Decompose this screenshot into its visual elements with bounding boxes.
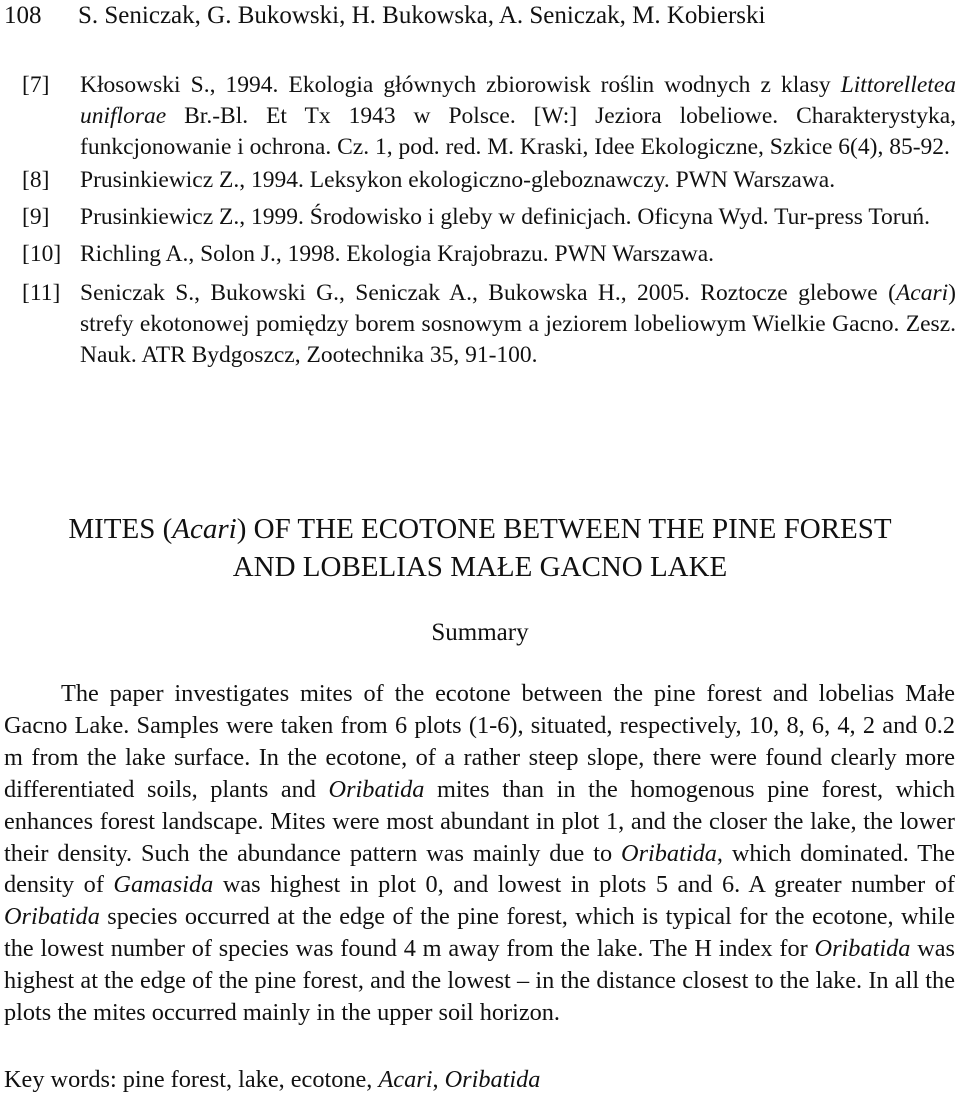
reference-text: Kłosowski S., 1994. Ekologia głównych zbiorowisk roślin wodnych z klasy: [80, 72, 841, 98]
page-number: 108: [4, 2, 42, 29]
taxon-italic: Oribatida: [328, 775, 425, 803]
reference-item: [22, 70, 956, 163]
paper-title: [0, 510, 960, 586]
header-authors: S. Seniczak, G. Bukowski, H. Bukowska, A. Seniczak, M. Kobierski: [78, 2, 766, 29]
reference-text: Seniczak S., Bukowski G., Seniczak A., Bukowska H., 2005. Roztocze glebowe (: [80, 280, 896, 306]
abstract-text: , which dominated. The density of: [4, 839, 955, 899]
reference-italic: Littorelletea uniflorae: [80, 72, 956, 129]
keywords: [4, 1064, 955, 1096]
abstract-text: The paper investigates mites of the ecotone between the pine forest and lobelias Małe Gacno Lake. Samples were taken from 6 plots (1-6), situated, respectively, 10, 8, 6, 4, 2 and 0.2 m from the lake surface. In the ecotone, of a rather steep slope, there were found clearly more differentiated soils, plants and: [4, 680, 955, 803]
abstract-text: mites than in the homogenous pine forest, which enhances forest landscape. Mites were most abundant in plot 1, and the closer the lake, the lower their density. Such the abundance pattern was mainly due to: [4, 775, 955, 867]
reference-number: [11]: [22, 280, 61, 306]
reference-item: [22, 239, 956, 270]
taxon-italic: Gamasida: [113, 871, 214, 899]
reference-item: [22, 202, 956, 233]
title-text: ) OF THE ECOTONE BETWEEN THE PINE FOREST: [236, 513, 892, 545]
keyword-italic: Acari: [378, 1066, 433, 1093]
reference-text: ) strefy ekotonowej pomiędzy borem sosnowym a jeziorem lobeliowym Wielkie Gacno. Zesz. Nauk. ATR Bydgoszcz, Zootechnika 35, 91-100.: [80, 280, 956, 368]
keywords-text: Key words: pine forest, lake, ecotone,: [4, 1066, 379, 1093]
running-header: [4, 0, 954, 32]
abstract-text: was highest at the edge of the pine forest, and the lowest – in the distance closest to the lake. In all the plots the mites occurred mainly in the upper soil horizon.: [4, 935, 955, 1027]
reference-number: [9]: [22, 204, 50, 230]
summary-heading: Summary: [431, 619, 529, 646]
reference-number: [10]: [22, 241, 62, 267]
keywords-text: ,: [432, 1066, 445, 1093]
reference-italic: Acari: [895, 280, 949, 306]
taxon-italic: Oribatida: [621, 839, 717, 867]
reference-item: [22, 165, 956, 196]
title-line-2: AND LOBELIAS MAŁE GACNO LAKE: [232, 551, 728, 583]
title-text: MITES (: [68, 513, 173, 545]
reference-text: Br.-Bl. Et Tx 1943 w Polsce. [W:] Jeziora lobeliowe. Charakterystyka, funkcjonowanie i ochrona. Cz. 1, pod. red. M. Kraski, Idee Ekologiczne, Szkice 6(4), 85-92.: [80, 103, 956, 160]
taxon-italic: Oribatida: [4, 903, 100, 931]
abstract-text: was highest in plot 0, and lowest in plots 5 and 6. A greater number of: [213, 871, 955, 899]
title-italic: Acari: [172, 513, 237, 545]
reference-text: Richling A., Solon J., 1998. Ekologia Krajobrazu. PWN Warszawa.: [80, 241, 715, 267]
reference-text: Prusinkiewicz Z., 1999. Środowisko i gleby w definicjach. Oficyna Wyd. Tur-press Toruń.: [80, 204, 930, 230]
abstract-body: [4, 678, 955, 1029]
reference-text: Prusinkiewicz Z., 1994. Leksykon ekologiczno-gleboznawczy. PWN Warszawa.: [80, 167, 836, 193]
reference-list: [22, 70, 956, 371]
reference-number: [7]: [22, 72, 50, 98]
abstract-text: species occurred at the edge of the pine forest, which is typical for the ecotone, while the lowest number of species was found 4 m away from the lake. The H index for: [4, 903, 955, 963]
reference-item: [22, 278, 956, 371]
taxon-italic: Oribatida: [814, 935, 911, 963]
reference-number: [8]: [22, 167, 50, 193]
keyword-italic: Oribatida: [444, 1066, 541, 1093]
title-line-1: [0, 510, 960, 548]
